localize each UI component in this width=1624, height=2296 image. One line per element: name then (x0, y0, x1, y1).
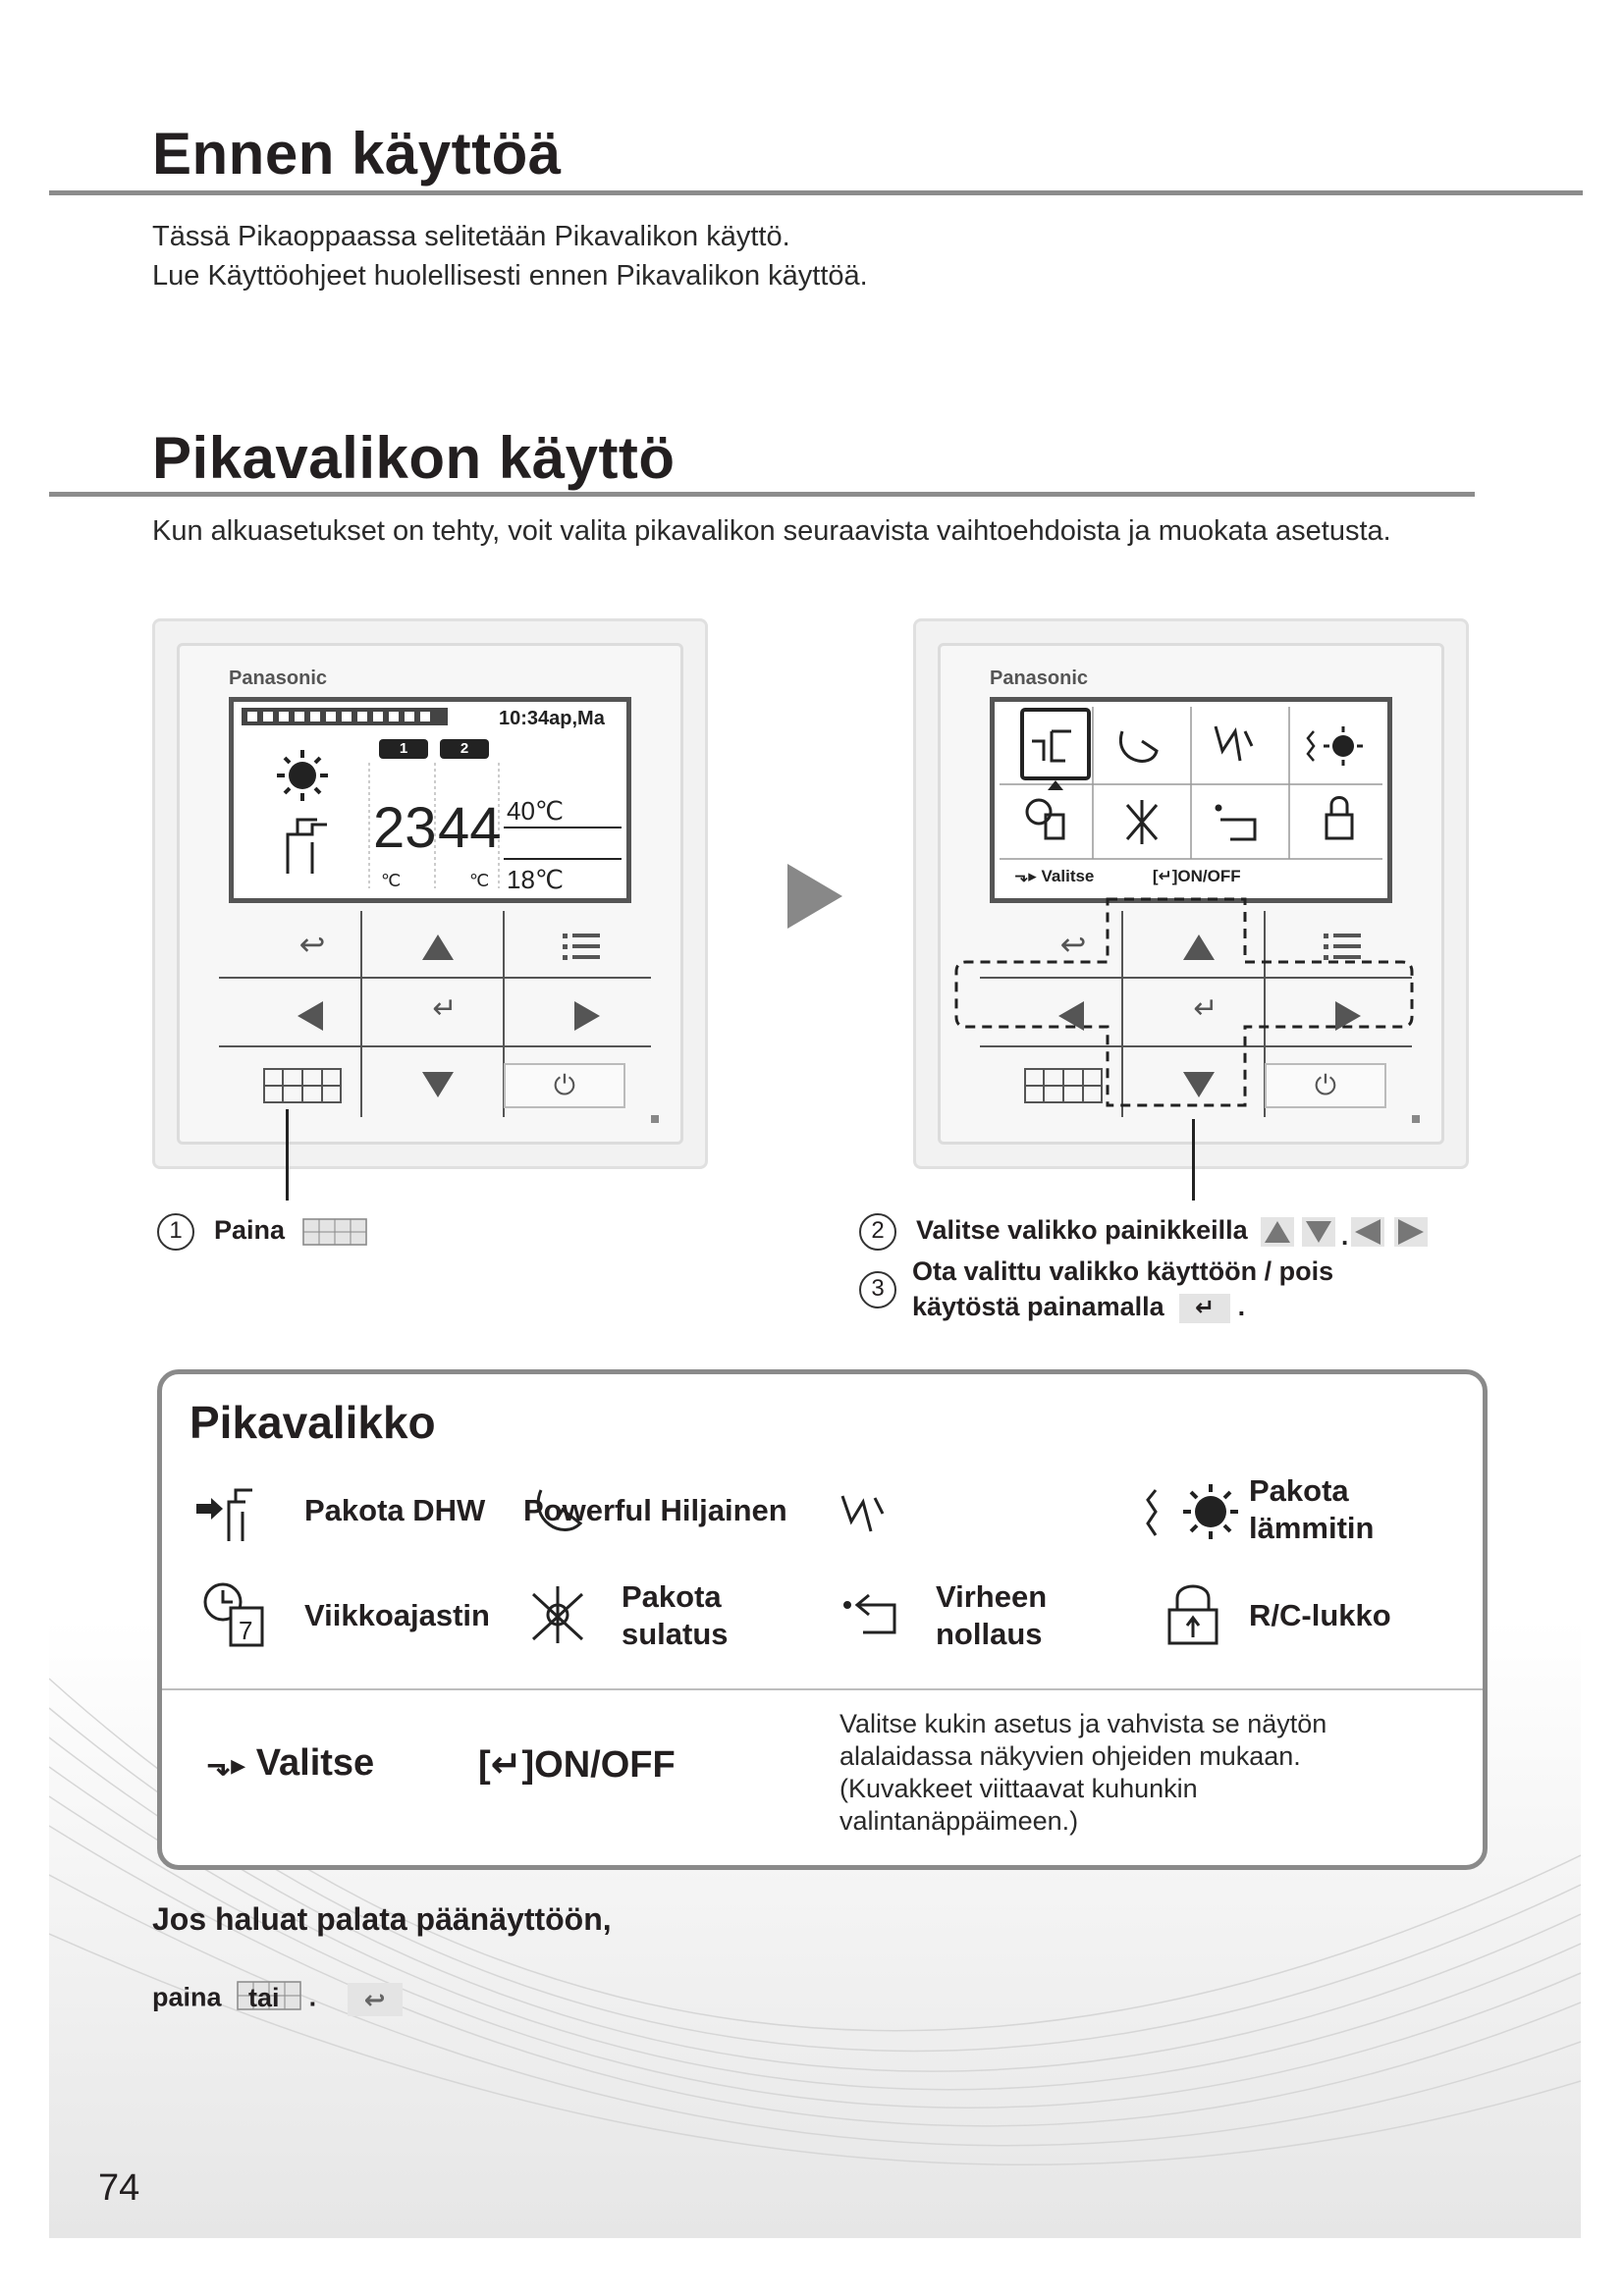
section-divider (49, 492, 1475, 497)
lcd-time: 10:34ap,Ma (499, 708, 605, 729)
step-number: 1 (157, 1213, 194, 1251)
section-title-quick-menu-use: Pikavalikon käyttö (152, 425, 676, 491)
label-line-2: sulatus (622, 1617, 729, 1651)
step-text: Valitse valikko painikkeilla (916, 1215, 1248, 1246)
indicator-led (651, 1115, 659, 1123)
zone1-unit: ℃ (381, 871, 402, 890)
zone1-label: 1 (399, 740, 408, 757)
quick-item-powerful: Powerful Hiljainen (523, 1493, 787, 1527)
label-line-1: Pakota (622, 1579, 722, 1614)
left-button[interactable] (296, 999, 325, 1033)
quick-item-weekly-timer: Viikkoajastin (304, 1598, 490, 1632)
pointer-line (286, 1109, 289, 1201)
force-defrost-icon (523, 1582, 592, 1647)
label-line-1: Pakota (1249, 1473, 1349, 1508)
lcd-content (234, 702, 626, 898)
step-1-callout (157, 1213, 367, 1251)
period: . (1237, 1292, 1246, 1321)
step-number: 2 (859, 1213, 896, 1251)
left-button[interactable] (1056, 999, 1086, 1033)
back-key-icon: ↩ (348, 1983, 403, 2016)
quick-menu-note: Valitse kukin asetus ja vahvista se näytön alalaidassa näkyvien ohjeiden mukaan. (Kuvakkeet viittaavat kuhunkin valintanäppäimeen.) (839, 1709, 1327, 1836)
divider (162, 1688, 1483, 1690)
weekly-timer-icon (201, 1580, 270, 1649)
footer-onoff: [↵]ON/OFF (1152, 867, 1241, 885)
select-arrow-icon: ⬎▸ (206, 1749, 246, 1782)
step3-line-1: Ota valittu valikko käyttöön / pois (912, 1256, 1334, 1286)
section-title-before-use: Ennen käyttöä (152, 121, 562, 187)
error-reset-icon (839, 1585, 904, 1644)
section2-intro: Kun alkuasetukset on tehty, voit valita pikavalikon seuraavista vaihtoehdoista ja muokata asetusta. (152, 515, 1391, 547)
zone2-label: 2 (460, 740, 469, 757)
force-dhw-icon (1032, 731, 1071, 761)
rc-lock-icon (1326, 798, 1352, 839)
period: . (308, 1982, 317, 2012)
footer-select-icon: ⬎▸ (1014, 867, 1042, 885)
outdoor-temp: 18℃ (507, 865, 565, 894)
remote-face (938, 643, 1444, 1145)
footer-onoff-legend: [↵]ON/OFF (478, 1744, 676, 1786)
up-button[interactable] (420, 933, 456, 962)
enter-button[interactable]: ↵ (432, 992, 458, 1025)
svg-text:.: . (1341, 1221, 1349, 1249)
up-button[interactable] (1181, 933, 1217, 962)
quick-menu-button[interactable] (263, 1068, 342, 1103)
weekly-timer-icon (1027, 800, 1063, 838)
arrow-keys-icon (1261, 1215, 1437, 1249)
power-button[interactable]: ⏻ (1265, 1063, 1386, 1108)
step3-line-2: käytöstä painamalla (912, 1292, 1164, 1321)
force-heater-icon (1144, 1480, 1242, 1543)
label-line-2: nollaus (936, 1617, 1043, 1651)
quick-menu-key-icon (237, 1981, 301, 2017)
right-button[interactable] (1333, 999, 1363, 1033)
enter-button[interactable]: ↵ (1193, 992, 1218, 1025)
tap-icon (288, 820, 327, 874)
step-3-callout (859, 1254, 1333, 1324)
return-instruction (152, 1981, 403, 2017)
label-line-2: lämmitin (1249, 1511, 1375, 1545)
next-arrow-icon (785, 862, 844, 931)
menu-button[interactable] (1324, 931, 1363, 964)
down-button[interactable] (420, 1070, 456, 1099)
step-text: Paina (214, 1215, 286, 1246)
error-reset-icon (1217, 806, 1255, 839)
remote-face (177, 643, 683, 1145)
quick-menu-legend (157, 1369, 1488, 1870)
powerful-icon (1120, 731, 1157, 761)
intro-line-2: Lue Käyttöohjeet huolellisesti ennen Pikavalikon käyttöä. (152, 260, 868, 292)
footer-select-legend (206, 1742, 374, 1785)
lcd-screen (229, 697, 631, 903)
zone2-temp: 44 (438, 796, 502, 860)
remote-controller-quick-menu (913, 618, 1469, 1169)
lcd-screen-quick-menu (990, 697, 1392, 903)
quick-menu-title: Pikavalikko (189, 1397, 436, 1448)
pointer-line (1192, 1119, 1195, 1201)
right-button[interactable] (572, 999, 602, 1033)
quick-item-error-reset (936, 1578, 1047, 1653)
quick-item-force-heater (1249, 1472, 1374, 1547)
brand-logo: Panasonic (990, 667, 1089, 689)
back-button[interactable]: ↩ (298, 927, 326, 962)
zone2-unit: ℃ (469, 871, 490, 890)
step-number: 3 (859, 1271, 896, 1308)
rc-lock-icon (1164, 1578, 1222, 1649)
force-heater-icon (1308, 726, 1363, 766)
quick-menu-button[interactable] (1024, 1068, 1103, 1103)
tank-temp: 40℃ (507, 796, 565, 826)
label-line-1: Virheen (936, 1579, 1048, 1614)
menu-button[interactable] (563, 931, 602, 964)
quick-item-force-dhw: Pakota DHW (304, 1493, 486, 1527)
page-number: 74 (98, 2167, 140, 2209)
quick-menu-key-icon (302, 1218, 367, 1246)
sun-icon (277, 750, 328, 801)
svg-text:7: 7 (239, 1616, 253, 1645)
force-defrost-icon (1127, 800, 1157, 844)
step-2-callout (859, 1213, 1437, 1251)
remote-controller-main-screen (152, 618, 708, 1169)
back-button[interactable]: ↩ (1059, 927, 1087, 962)
footer-select: Valitse (1041, 867, 1095, 885)
quick-item-rc-lock: R/C-lukko (1249, 1598, 1391, 1632)
footer-select-label: Valitse (255, 1742, 375, 1784)
quiet-icon (1216, 726, 1252, 761)
section-divider (49, 190, 1583, 195)
brand-logo: Panasonic (229, 667, 328, 689)
indicator-led (1412, 1115, 1420, 1123)
power-button[interactable]: ⏻ (504, 1063, 625, 1108)
lcd-footer (1014, 867, 1241, 886)
quick-item-force-defrost (622, 1578, 729, 1653)
force-dhw-icon (191, 1482, 256, 1545)
down-button[interactable] (1181, 1070, 1217, 1099)
quiet-icon (838, 1484, 896, 1543)
intro-line-1: Tässä Pikaoppaassa selitetään Pikavalikon käyttö. (152, 221, 790, 252)
or-text: tai (248, 1983, 280, 2012)
selection-cursor (1022, 710, 1089, 778)
return-heading: Jos haluat palata päänäyttöön, (152, 1901, 612, 1937)
press-text: paina (152, 1982, 222, 2012)
enter-key-icon: ↵ (1179, 1294, 1230, 1323)
zone1-temp: 23 (373, 796, 437, 860)
